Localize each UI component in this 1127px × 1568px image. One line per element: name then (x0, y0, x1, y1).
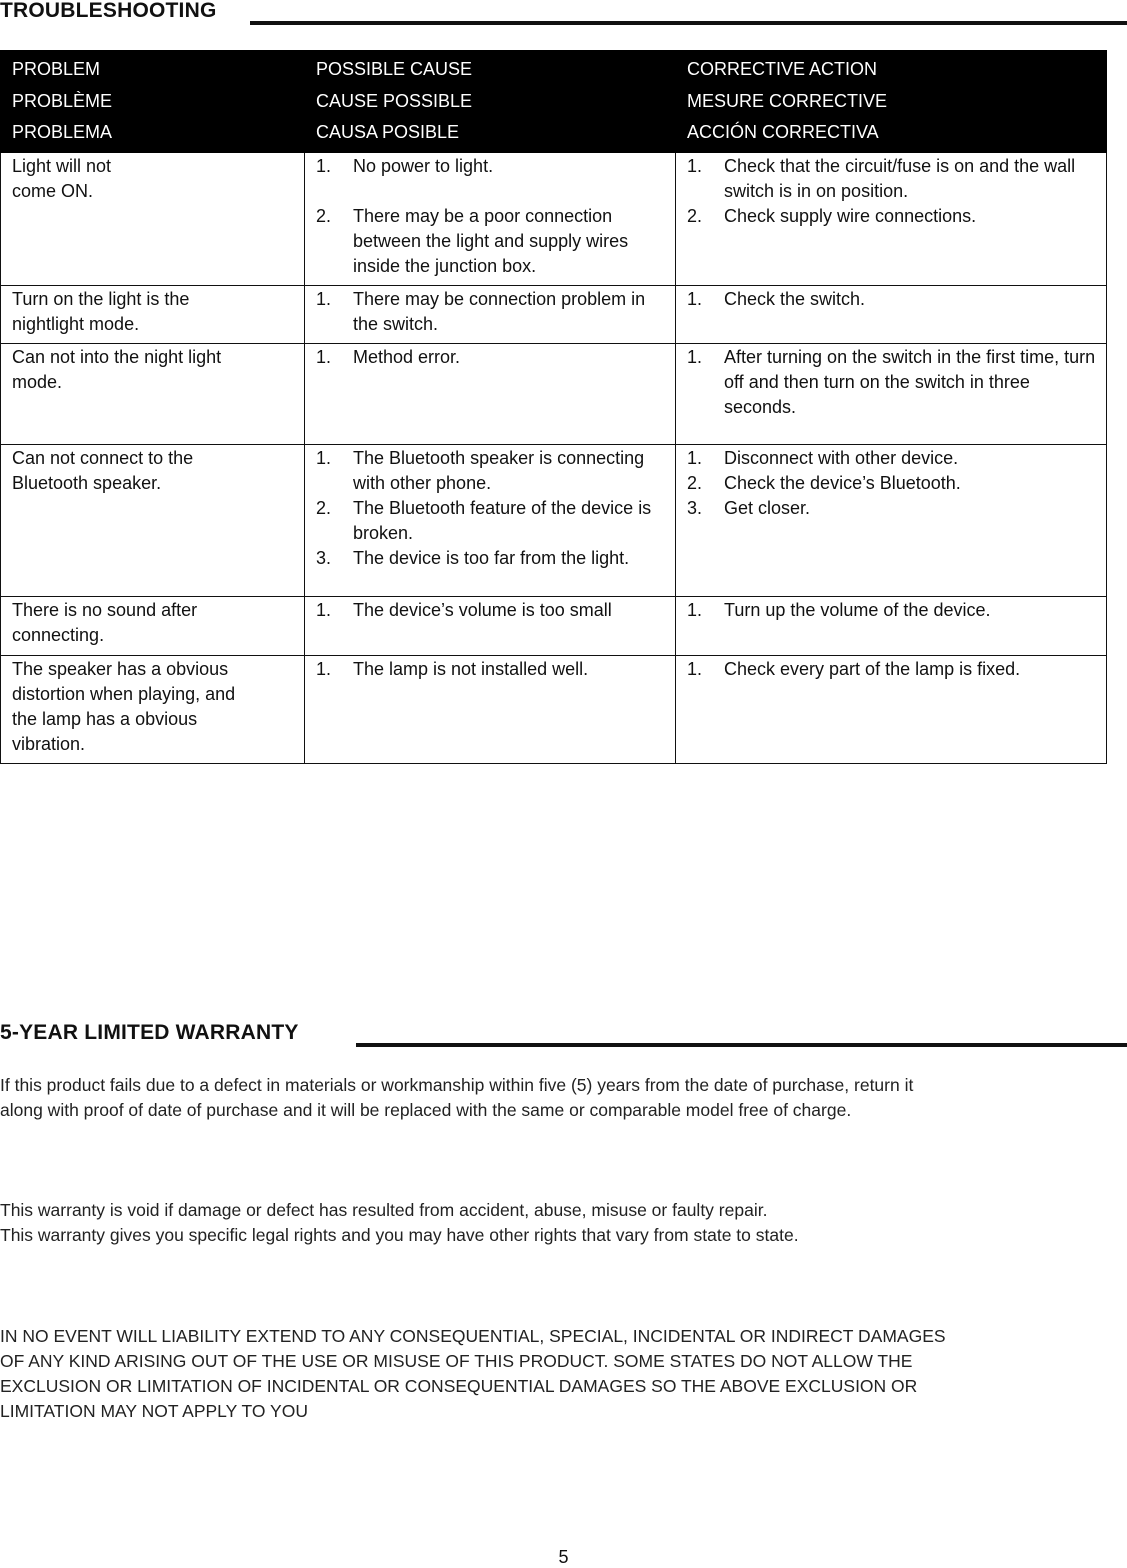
list-item: 3. Get closer. (687, 497, 811, 518)
list-item: 2. Check the device’s Bluetooth. (687, 472, 961, 493)
list-item: 1. Turn up the volume of the device. (687, 599, 991, 620)
list-item: 1. Method error. (316, 346, 461, 367)
troubleshooting-title: TROUBLESHOOTING (0, 0, 217, 22)
table-header-row (1, 51, 1107, 153)
action-cell (676, 444, 1107, 596)
list-item: 1. Check the switch. (687, 288, 866, 309)
action-cell (676, 655, 1107, 763)
problem-cell: There is no sound after connecting. (1, 596, 305, 655)
action-cell (676, 343, 1107, 444)
list-item: 3. The device is too far from the light. (316, 547, 630, 568)
liability-disclaimer: IN NO EVENT WILL LIABILITY EXTEND TO ANY CONSEQUENTIAL, SPECIAL, INCIDENTAL OR INDIRECT DAMAGES OF ANY KIND ARISING OUT OF THE USE OR MISUSE OF THIS PRODUCT. SOME STATES DO NOT ALLOW THE EXCLUSION OR LIMITATION OF INCIDENTAL OR CONSEQUENTIAL DAMAGES SO THE ABOVE EXCLUSION OR LIMITATION MAY NOT APPLY TO YOU (0, 1326, 946, 1421)
table-row (1, 285, 1107, 343)
action-cell (676, 152, 1107, 285)
list-item: 1. No power to light. (316, 155, 494, 176)
cause-cell (305, 596, 676, 655)
list-item: 1. The device’s volume is too small (316, 599, 612, 620)
cause-cell (305, 655, 676, 763)
problem-cell: Light will not come ON. (1, 152, 305, 285)
table-row (1, 152, 1107, 285)
table-row (1, 343, 1107, 444)
header-possible-cause: POSSIBLE CAUSE CAUSE POSSIBLE CAUSA POSIBLE (305, 51, 676, 153)
cause-cell (305, 152, 676, 285)
table-row (1, 444, 1107, 596)
list-item: 2. Check supply wire connections. (687, 205, 977, 226)
warranty-paragraph-2: This warranty is void if damage or defect has resulted from accident, abuse, misuse or faulty repair. This warranty gives you specific legal rights and you may have other rights that vary from state to state. (0, 1200, 799, 1245)
header-problem: PROBLEM PROBLÈME PROBLEMA (1, 51, 305, 153)
list-item: 1. Check every part of the lamp is fixed. (687, 658, 1021, 679)
header-corrective-action: CORRECTIVE ACTION MESURE CORRECTIVE ACCIÓN CORRECTIVA (676, 51, 1107, 153)
title-rule (250, 21, 1127, 25)
page-number: 5 (558, 1547, 569, 1567)
list-item: 1. After turning on the switch in the first time, turn off and then turn on the switch in three seconds. (687, 346, 1096, 417)
troubleshooting-table (0, 50, 1107, 764)
problem-cell: Turn on the light is the nightlight mode. (1, 285, 305, 343)
cause-cell (305, 444, 676, 596)
action-cell (676, 285, 1107, 343)
list-item: 1. There may be connection problem in the switch. (316, 288, 646, 334)
problem-cell: Can not connect to the Bluetooth speaker. (1, 444, 305, 596)
list-item: 1. Disconnect with other device. (687, 447, 959, 468)
list-item: 1. The lamp is not installed well. (316, 658, 589, 679)
cause-cell (305, 343, 676, 444)
cause-cell (305, 285, 676, 343)
list-item: 2. The Bluetooth feature of the device is broken. (316, 497, 652, 543)
warranty-paragraph-1: If this product fails due to a defect in materials or workmanship within five (5) years from the date of purchase, return it along with proof of date of purchase and it will be replaced with the same or comparable model free of charge. (0, 1075, 914, 1120)
warranty-rule (356, 1043, 1127, 1047)
problem-cell: Can not into the night light mode. (1, 343, 305, 444)
list-item: 2. There may be a poor connection between the light and supply wires inside the junction box. (316, 205, 629, 276)
warranty-title: 5-YEAR LIMITED WARRANTY (0, 1021, 299, 1044)
table-row (1, 596, 1107, 655)
list-item: 1. Check that the circuit/fuse is on and the wall switch is in on position. (687, 155, 1076, 201)
table-row (1, 655, 1107, 763)
action-cell (676, 596, 1107, 655)
list-item: 1. The Bluetooth speaker is connecting with other phone. (316, 447, 645, 493)
problem-cell: The speaker has a obvious distortion when playing, and the lamp has a obvious vibration. (1, 655, 305, 763)
